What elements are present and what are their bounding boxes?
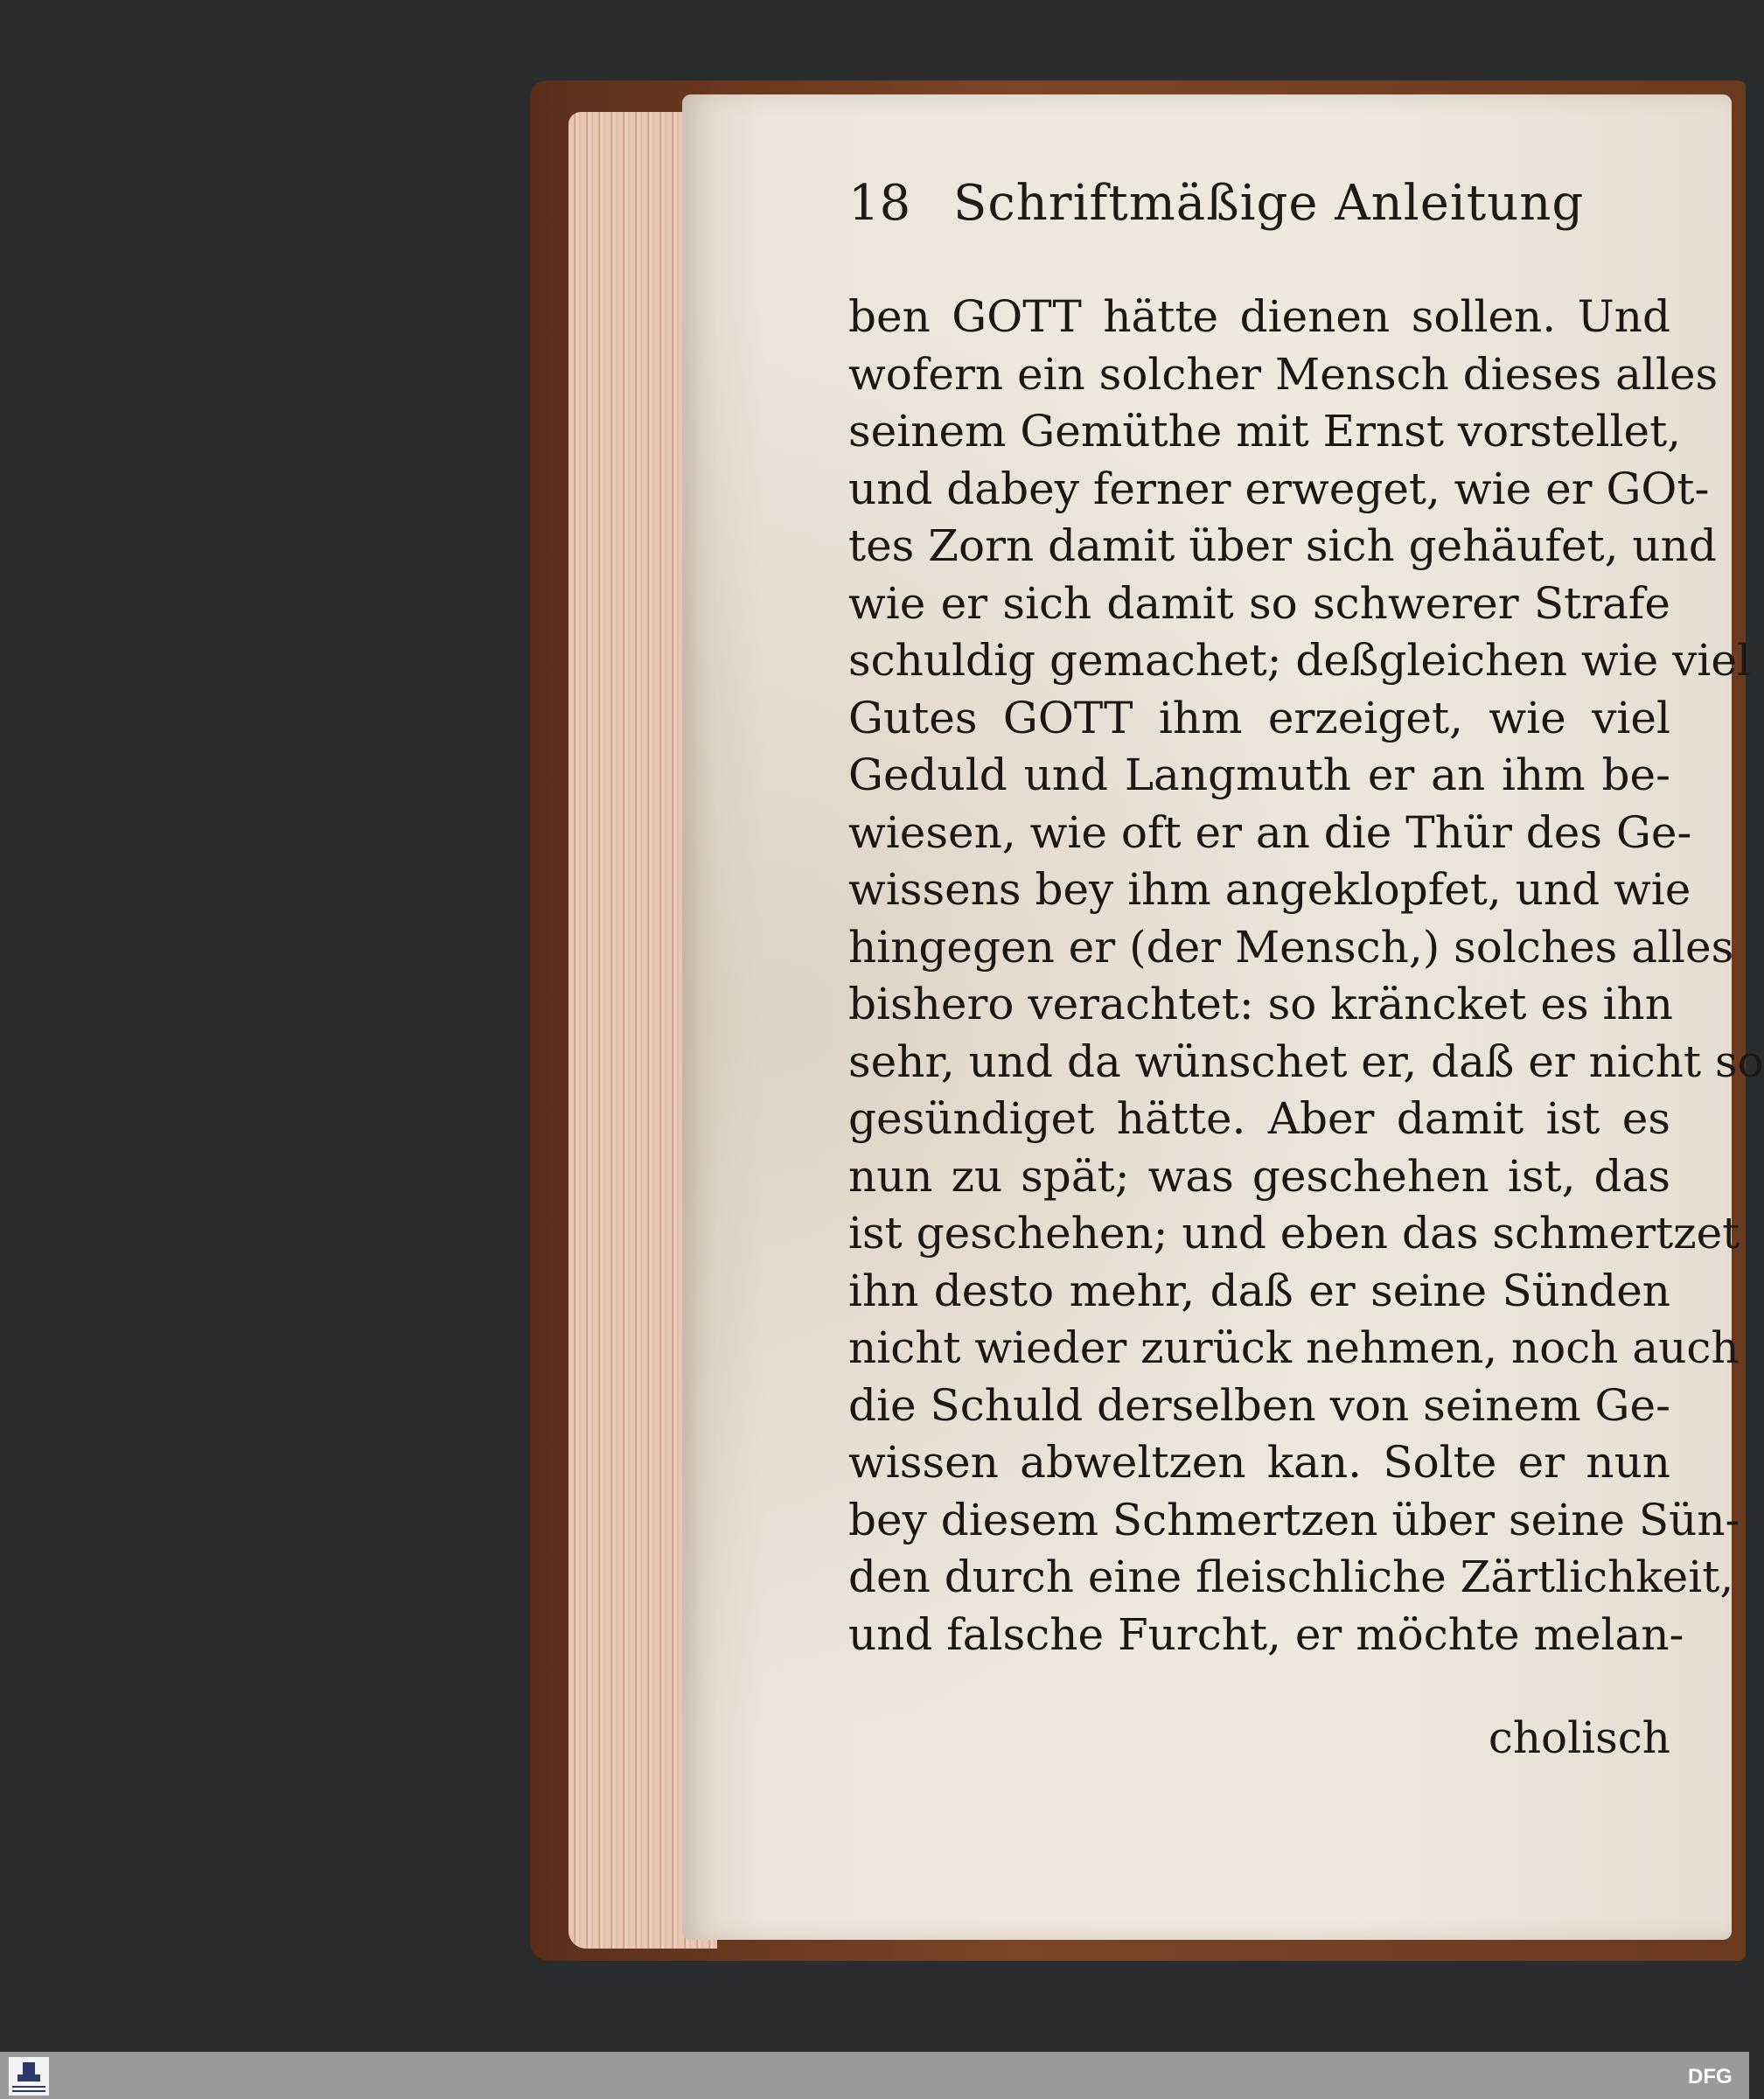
text-line: wofern ein solcher Mensch dieses alles xyxy=(848,348,1719,400)
text-line: ist geschehen; und eben das schmertzet xyxy=(848,1208,1740,1259)
text-line: nun zu spät; was geschehen ist, das xyxy=(848,1150,1670,1202)
body-text xyxy=(848,289,1764,1663)
catchword: cholisch xyxy=(1488,1712,1670,1763)
text-line: wiesen, wie oft er an die Thür des Ge- xyxy=(848,806,1692,858)
text-line: ihn desto mehr, daß er seine Sünden xyxy=(848,1265,1670,1316)
text-line: bishero verachtet: so kräncket es ihn xyxy=(848,979,1673,1029)
text-line: schuldig gemachet; deßgleichen wie viel xyxy=(848,635,1751,686)
running-head: Schriftmäßige Anleitung xyxy=(953,175,1585,232)
text-line: Gutes GOTT ihm erzeiget, wie viel xyxy=(848,692,1670,743)
page-number: 18 xyxy=(848,175,911,232)
text-line: ben GOTT hätte dienen sollen. Und xyxy=(848,291,1670,342)
text-line: den durch eine fleischliche Zärtlichkeit, xyxy=(848,1552,1734,1602)
dfg-logo-icon xyxy=(1686,2061,1740,2090)
text-line: die Schuld derselben von seinem Ge- xyxy=(848,1379,1670,1431)
library-logo-icon xyxy=(9,2057,49,2096)
text-line: seinem Gemüthe mit Ernst vorstellet, xyxy=(848,406,1682,457)
viewer-footer-bar xyxy=(0,2052,1749,2099)
text-line: Geduld und Langmuth er an ihm be- xyxy=(848,750,1670,800)
text-line: tes Zorn damit über sich gehäufet, und xyxy=(848,520,1717,571)
text-line: wissen abweltzen kan. Solte er nun xyxy=(848,1437,1670,1488)
text-line: nicht wieder zurück nehmen, noch auch xyxy=(848,1322,1740,1373)
text-line: bey diesem Schmertzen über seine Sün- xyxy=(848,1494,1740,1545)
text-line: und dabey ferner erweget, wie er GOt- xyxy=(848,463,1710,514)
text-line: sehr, und da wünschet er, daß er nicht so xyxy=(848,1036,1764,1087)
text-line: hingegen er (der Mensch,) solches alles xyxy=(848,921,1734,973)
text-line: wissens bey ihm angeklopfet, und wie xyxy=(848,864,1691,915)
text-line: gesündiget hätte. Aber damit ist es xyxy=(848,1093,1670,1144)
text-line: und falsche Furcht, er möchte melan- xyxy=(848,1608,1684,1660)
svg-text:DFG: DFG xyxy=(1688,2065,1733,2089)
text-line: wie er sich damit so schwerer Strafe xyxy=(848,577,1670,629)
